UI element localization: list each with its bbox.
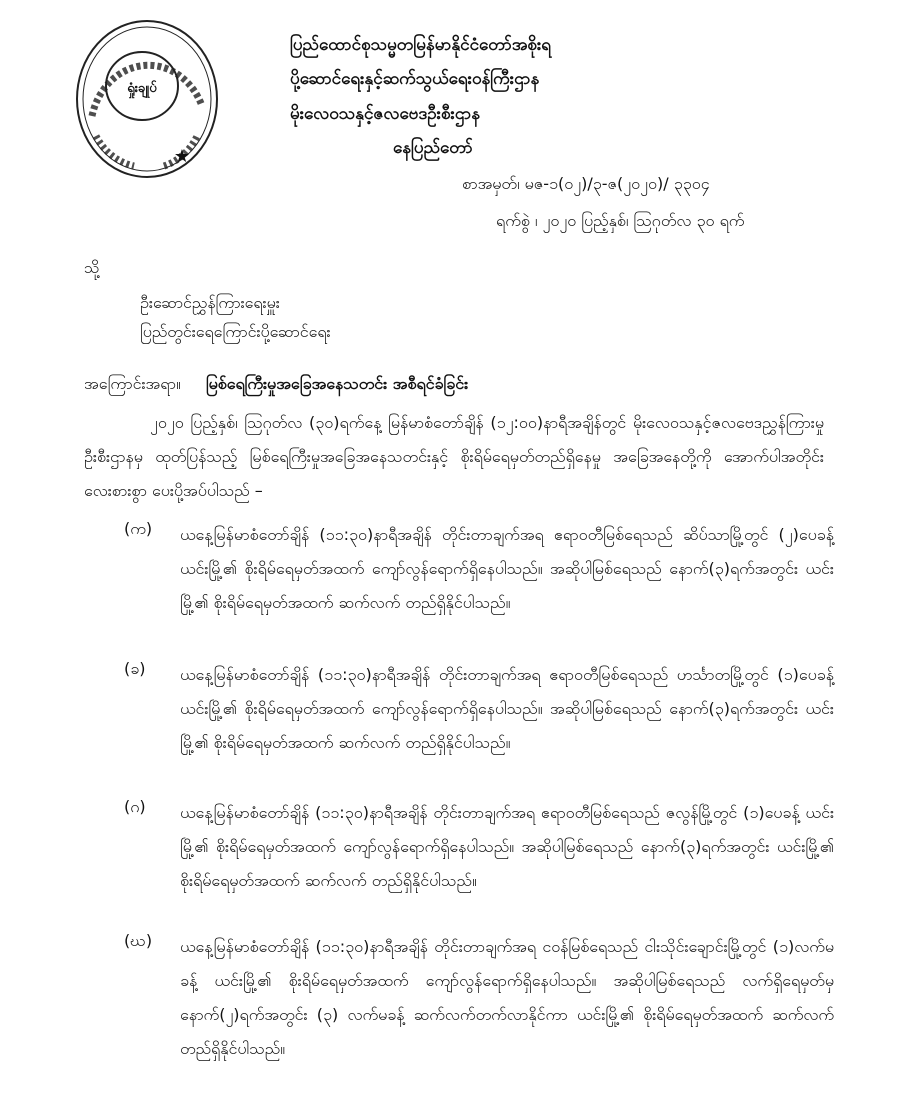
- header-ministry-name: ပို့ဆောင်ရေးနှင့်ဆက်သွယ်ရေးဝန်ကြီးဌာန: [290, 69, 540, 89]
- list-item: [84, 518, 834, 620]
- list-item-marker: (က): [124, 519, 153, 538]
- list-item-marker: (ခ): [124, 659, 146, 678]
- list-item-marker: (ဂ): [124, 797, 146, 816]
- list-item-text: ယနေ့မြန်မာစံတော်ချိန် (၁၁:၃၀)နာရီအချိန် တိုင်းတာချက်အရ ငဝန်မြစ်ရေသည် ငါးသိုင်းချောင်းမြို့တွင် (၁)လက်မခန့် ယင်းမြို့၏ စိုးရိမ်ရေမှတ်အထက် ကျော်လွန်ရောက်ရှိနေပါသည်။ အဆိုပါမြစ်ရေသည် လက်ရှိရေမှတ်မှ နောက်(၂)ရက်အတွင်း (၃) လက်မခန့် ဆက်လက်တက်လာနိုင်ကာ ယင်းမြို့၏ စိုးရိမ်ရေမှတ်အထက် ဆက်လက် တည်ရှိနိုင်ပါသည်။: [180, 937, 834, 1058]
- list-item: [84, 796, 834, 898]
- list-item-text: ယနေ့မြန်မာစံတော်ချိန် (၁၁:၃၀)နာရီအချိန် တိုင်းတာချက်အရ ဧရာဝတီမြစ်ရေသည် ဟင်္သာတမြို့တွင် (၁)ပေခန့် ယင်းမြို့၏ စိုးရိမ်ရေမှတ်အထက် ကျော်လွန်ရောက်ရှိနေပါသည်။ အဆိုပါမြစ်ရေသည် နောက်(၃)ရက်အတွင်း ယင်းမြို့၏ စိုးရိမ်ရေမှတ်အထက် ဆက်လက် တည်ရှိနိုင်ပါသည်။: [180, 665, 834, 752]
- list-item-marker: (ဃ): [124, 931, 153, 950]
- header-city: နေပြည်တော်: [393, 138, 473, 158]
- subject-text: မြစ်ရေကြီးမှုအခြေအနေသတင်း အစီရင်ခံခြင်း: [205, 374, 469, 393]
- header-government-name: ပြည်ထောင်စုသမ္မတမြန်မာနိုင်ငံတော်အစိုးရ: [290, 35, 552, 55]
- recipient-department: ပြည်တွင်းရေကြောင်းပို့ဆောင်ရေး: [140, 322, 331, 341]
- letter-reference-number: စာအမှတ်၊ မဇ-၁(၀၂)/၃-ဇ(၂၀၂၀)/ ၃၃၀၄: [462, 174, 710, 193]
- to-label: သို့: [84, 258, 100, 277]
- subject-label: အကြောင်းအရာ။: [84, 374, 181, 393]
- subject-line: [84, 373, 468, 397]
- seal-center-text: ရှုံးချုပ်: [127, 81, 157, 96]
- recipient-title: ဦးဆောင်ညွှန်ကြားရေးမှူး: [140, 293, 280, 312]
- header-department-name: မိုးလေဝသနှင့်ဇလဗေဒဦးစီးဌာန: [290, 104, 481, 124]
- official-seal-stamp: [72, 16, 222, 182]
- list-item-text: ယနေ့မြန်မာစံတော်ချိန် (၁၁:၃၀)နာရီအချိန် တိုင်းတာချက်အရ ဧရာဝတီမြစ်ရေသည် ဇလွန်မြို့တွင် (၁)ပေခန့် ယင်းမြို့၏ စိုးရိမ်ရေမှတ်အထက် ကျော်လွန်ရောက်ရှိနေပါသည်။ အဆိုပါမြစ်ရေသည် နောက်(၃)ရက်အတွင်း ယင်းမြို့၏ စိုးရိမ်ရေမှတ်အထက် ဆက်လက် တည်ရှိနိုင်ပါသည်။: [180, 803, 834, 890]
- list-item: [84, 658, 834, 760]
- list-item: [84, 930, 834, 1066]
- star-icon: ★: [173, 146, 191, 167]
- intro-paragraph: ၂၀၂၀ ပြည့်နှစ်၊ ဩဂုတ်လ (၃၀)ရက်နေ့ မြန်မာစံတော်ချိန် (၁၂:၀၀)နာရီအချိန်တွင် မိုးလေဝသနှင့်ဇလဗေဒညွှန်ကြားမှုဦးစီးဌာနမှ ထုတ်ပြန်သည့် မြစ်ရေကြီးမှုအခြေအနေသတင်းနှင့် စိုးရိမ်ရေမှတ်တည်ရှိနေမှု အခြေအနေတို့ကို အောက်ပါအတိုင်း လေးစားစွာ ပေးပို့အပ်ပါသည် –: [84, 413, 824, 500]
- letter-date: ရက်စွဲ ၊ ၂၀၂၀ ပြည့်နှစ်၊ ဩဂုတ်လ ၃၀ ရက်: [496, 211, 745, 230]
- list-item-text: ယနေ့မြန်မာစံတော်ချိန် (၁၁:၃၀)နာရီအချိန် တိုင်းတာချက်အရ ဧရာဝတီမြစ်ရေသည် ဆိပ်သာမြို့တွင် (၂)ပေခန့် ယင်းမြို့၏ စိုးရိမ်ရေမှတ်အထက် ကျော်လွန်ရောက်ရှိနေပါသည်။ အဆိုပါမြစ်ရေသည် နောက်(၃)ရက်အတွင်း ယင်းမြို့၏ စိုးရိမ်ရေမှတ်အထက် ဆက်လက် တည်ရှိနိုင်ပါသည်။: [180, 525, 834, 612]
